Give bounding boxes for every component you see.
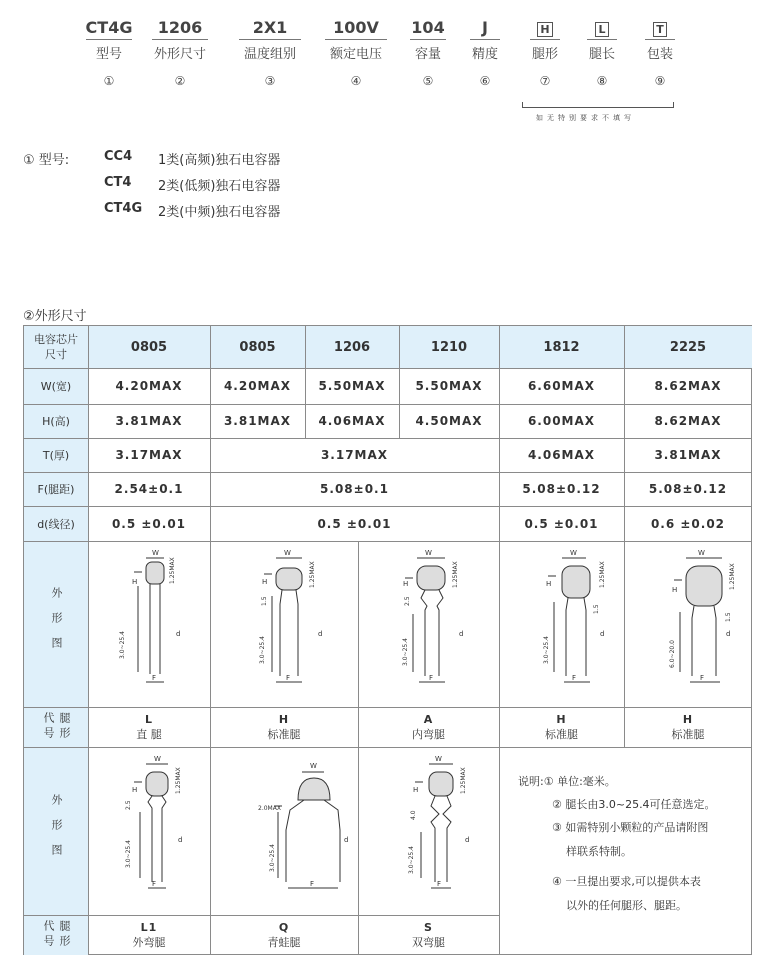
code-underline xyxy=(410,39,446,40)
svg-text:1.25MAX: 1.25MAX xyxy=(729,563,736,590)
code-value-boxed: T xyxy=(653,22,667,37)
width-value: 6.60MAX xyxy=(527,379,596,393)
svg-text:1.25MAX: 1.25MAX xyxy=(169,557,176,584)
legtype-cell xyxy=(358,915,499,955)
svg-text:F: F xyxy=(429,674,434,682)
height-value: 3.81MAX xyxy=(115,414,183,428)
drawing-outer-bend-leg xyxy=(94,750,204,910)
size-header: 1812 xyxy=(499,326,624,368)
svg-text:3.0~25.4: 3.0~25.4 xyxy=(402,638,409,666)
height-value: 4.06MAX xyxy=(318,414,386,428)
grid-line xyxy=(24,472,751,473)
dimension-table xyxy=(23,325,752,955)
legtype-cell xyxy=(499,707,624,747)
width-value: 5.50MAX xyxy=(415,379,483,393)
size-header: 1206 xyxy=(305,326,399,368)
svg-text:d: d xyxy=(178,836,183,844)
size-header: 2225 xyxy=(624,326,752,368)
pitch-value: 5.08±0.12 xyxy=(522,482,601,496)
svg-text:d: d xyxy=(465,836,470,844)
svg-text:d: d xyxy=(344,836,349,844)
legtype-code: H xyxy=(556,713,567,726)
svg-text:F: F xyxy=(152,880,157,888)
code-number: ⑥ xyxy=(479,74,491,88)
grid-line xyxy=(24,915,499,916)
legtype-cell xyxy=(88,915,210,955)
code-label: 精度 xyxy=(471,47,498,62)
legtype-name: 青蛙腿 xyxy=(267,936,301,949)
row-header-thickness: T(厚) xyxy=(24,438,88,472)
legtype-name: 标准腿 xyxy=(267,728,301,741)
optional-bracket xyxy=(522,102,674,108)
svg-text:1.25MAX: 1.25MAX xyxy=(175,767,182,794)
model-desc: 1类(高频)独石电容器 xyxy=(158,153,281,168)
svg-text:W: W xyxy=(154,755,161,763)
svg-text:2.5: 2.5 xyxy=(125,800,132,810)
height-value: 3.81MAX xyxy=(223,414,292,428)
svg-text:2.0MAX: 2.0MAX xyxy=(258,805,281,812)
grid-line xyxy=(624,326,625,747)
code-number: ⑤ xyxy=(422,74,434,88)
height-value: 8.62MAX xyxy=(654,414,722,428)
code-label: 腿长 xyxy=(588,47,615,62)
svg-text:W: W xyxy=(152,549,159,557)
height-value: 4.50MAX xyxy=(415,414,483,428)
code-part-temp xyxy=(239,18,301,88)
svg-text:H: H xyxy=(132,578,138,586)
grid-line xyxy=(24,506,751,507)
legtype-cell xyxy=(88,707,210,747)
grid-line xyxy=(88,326,89,954)
svg-text:F: F xyxy=(437,880,442,888)
svg-text:1.25MAX: 1.25MAX xyxy=(460,767,467,794)
code-underline xyxy=(152,39,208,40)
code-number: ⑧ xyxy=(596,74,608,88)
model-desc: 2类(中频)独石电容器 xyxy=(158,205,281,220)
legtype-name: 直 腿 xyxy=(136,728,162,741)
code-label: 外形尺寸 xyxy=(153,47,206,62)
row-header-outline: 外形图 xyxy=(24,747,88,915)
model-heading: ① 型号: xyxy=(23,153,70,168)
row-header-wire: d(线径) xyxy=(24,506,88,541)
svg-text:F: F xyxy=(700,674,705,682)
drawing-straight-leg xyxy=(94,544,204,704)
code-value: CT4G xyxy=(85,18,133,37)
code-label: 型号 xyxy=(95,47,122,62)
corner-line: 电容芯片 xyxy=(34,333,78,346)
note-line: 样联系特制。 xyxy=(566,845,632,858)
code-value: 1206 xyxy=(157,18,203,37)
code-part-model xyxy=(84,18,134,88)
corner-line: 尺寸 xyxy=(45,348,67,361)
svg-text:W: W xyxy=(284,549,291,557)
code-part-precision xyxy=(467,18,503,88)
legtype-code: L1 xyxy=(140,921,158,934)
grid-line xyxy=(24,368,751,369)
code-part-packing xyxy=(640,18,680,88)
svg-text:d: d xyxy=(318,630,323,638)
legtype-name: 双弯腿 xyxy=(412,936,445,949)
svg-text:4.0: 4.0 xyxy=(410,810,417,820)
svg-text:d: d xyxy=(726,630,731,638)
code-part-capacity xyxy=(408,18,448,88)
drawing-standard-leg-2225 xyxy=(634,544,749,704)
svg-text:1.5: 1.5 xyxy=(261,596,268,606)
legtype-code: S xyxy=(424,921,433,934)
wire-value: 0.6 ±0.02 xyxy=(650,516,726,531)
code-underline xyxy=(645,39,675,40)
code-underline xyxy=(325,39,387,40)
row-header-legtype: 腿形代号 xyxy=(24,915,88,955)
optional-note: 如无特别要求不填写 xyxy=(536,114,635,122)
grid-line xyxy=(24,438,751,439)
width-value: 5.50MAX xyxy=(318,379,386,393)
svg-text:1.5: 1.5 xyxy=(593,604,600,614)
width-value: 4.20MAX xyxy=(223,379,292,393)
code-label: 容量 xyxy=(414,47,441,62)
legtype-code: H xyxy=(278,713,290,726)
grid-line xyxy=(305,326,306,438)
code-number: ⑨ xyxy=(654,74,666,88)
model-desc: 2类(低频)独石电容器 xyxy=(158,179,281,194)
model-code: CT4G xyxy=(104,201,143,216)
svg-text:1.25MAX: 1.25MAX xyxy=(452,561,459,588)
svg-text:3.0~25.4: 3.0~25.4 xyxy=(259,636,266,664)
drawing-standard-leg xyxy=(224,544,354,704)
pitch-value: 5.08±0.1 xyxy=(320,482,389,496)
svg-text:1.25MAX: 1.25MAX xyxy=(309,561,316,588)
row-header-legtype: 腿形代号 xyxy=(24,707,88,747)
svg-text:F: F xyxy=(310,880,315,888)
code-underline xyxy=(470,39,500,40)
code-label: 腿形 xyxy=(531,47,558,62)
svg-text:W: W xyxy=(570,549,577,557)
note-line: 说明:① 单位:毫米。 xyxy=(518,775,616,788)
code-value-boxed: H xyxy=(537,22,552,37)
grid-line xyxy=(24,747,751,748)
width-value: 8.62MAX xyxy=(654,379,722,393)
svg-text:H: H xyxy=(262,578,268,586)
svg-text:F: F xyxy=(572,674,577,682)
code-value-boxed: L xyxy=(595,22,608,37)
drawing-standard-leg-1812 xyxy=(504,544,624,704)
legtype-cell xyxy=(624,707,752,747)
code-value: J xyxy=(482,18,488,37)
code-number: ① xyxy=(103,74,115,88)
svg-text:W: W xyxy=(425,549,432,557)
legtype-name: 内弯腿 xyxy=(412,728,445,741)
grid-line xyxy=(24,404,751,405)
svg-text:W: W xyxy=(435,755,442,763)
width-value: 4.20MAX xyxy=(115,379,183,393)
note-line: ② 腿长由3.0~25.4可任意选定。 xyxy=(552,798,716,811)
svg-text:W: W xyxy=(698,549,705,557)
pitch-value: 2.54±0.1 xyxy=(114,482,184,496)
code-value: 2X1 xyxy=(252,18,288,37)
legtype-cell xyxy=(210,915,358,955)
svg-text:3.0~25.4: 3.0~25.4 xyxy=(408,846,415,874)
code-value: 104 xyxy=(411,18,445,37)
size-header: 1210 xyxy=(399,326,499,368)
drawing-frog-leg xyxy=(224,750,354,910)
code-value: 100V xyxy=(333,18,379,37)
legtype-name: 外弯腿 xyxy=(132,936,166,949)
svg-text:H: H xyxy=(413,786,419,794)
legtype-name: 标准腿 xyxy=(671,728,705,741)
code-number: ③ xyxy=(264,74,276,88)
legtype-code: L xyxy=(144,713,153,726)
wire-value: 0.5 ±0.01 xyxy=(111,516,187,531)
thickness-value: 4.06MAX xyxy=(527,448,596,462)
code-underline xyxy=(239,39,301,40)
legtype-name: 标准腿 xyxy=(545,728,578,741)
grid-line xyxy=(499,326,500,954)
code-underline xyxy=(587,39,617,40)
wire-value: 0.5 ±0.01 xyxy=(317,516,392,531)
note-line: ④ 一旦提出要求,可以提供本表 xyxy=(552,875,701,888)
code-number: ⑦ xyxy=(539,74,551,88)
svg-text:1.5: 1.5 xyxy=(725,612,732,622)
grid-line xyxy=(210,326,211,954)
legtype-cell xyxy=(358,707,499,747)
legtype-cell xyxy=(210,707,358,747)
size-header: 0805 xyxy=(88,326,210,368)
note-line: 以外的任何腿形、腿距。 xyxy=(566,899,687,912)
svg-text:d: d xyxy=(600,630,605,638)
thickness-value: 3.81MAX xyxy=(654,448,722,462)
code-part-legshape xyxy=(525,18,565,88)
grid-line xyxy=(24,541,751,542)
svg-text:H: H xyxy=(546,580,552,588)
drawing-inner-bend-leg xyxy=(369,544,494,704)
model-code: CT4 xyxy=(104,175,132,190)
svg-text:H: H xyxy=(403,580,409,588)
size-header: 0805 xyxy=(210,326,305,368)
svg-text:H: H xyxy=(672,586,678,594)
svg-text:F: F xyxy=(286,674,291,682)
code-underline xyxy=(530,39,560,40)
row-header-pitch: F(腿距) xyxy=(24,472,88,506)
note-line: ③ 如需特别小颗粒的产品请附图 xyxy=(552,821,709,834)
drawing-double-bend-leg xyxy=(369,750,494,910)
code-part-voltage xyxy=(325,18,387,88)
svg-text:d: d xyxy=(459,630,464,638)
code-part-leglength xyxy=(582,18,622,88)
svg-text:H: H xyxy=(132,786,138,794)
grid-line xyxy=(399,326,400,438)
code-label: 额定电压 xyxy=(329,47,382,62)
row-header-outline: 外形图 xyxy=(24,541,88,707)
model-code: CC4 xyxy=(104,149,133,164)
svg-text:F: F xyxy=(152,674,157,682)
thickness-value: 3.17MAX xyxy=(320,448,389,462)
legtype-code: H xyxy=(682,713,694,726)
code-label: 包装 xyxy=(646,47,673,62)
svg-text:6.0~20.0: 6.0~20.0 xyxy=(669,640,676,668)
pitch-value: 5.08±0.12 xyxy=(648,482,728,496)
code-number: ② xyxy=(174,74,186,88)
grid-line xyxy=(24,707,751,708)
section-title-dimensions: ②外形尺寸 xyxy=(23,309,87,324)
thickness-value: 3.17MAX xyxy=(115,448,183,462)
legtype-code: Q xyxy=(278,921,290,934)
svg-text:1.25MAX: 1.25MAX xyxy=(599,561,606,588)
code-underline xyxy=(86,39,132,40)
grid-line xyxy=(358,541,359,954)
code-part-size xyxy=(150,18,210,88)
corner-header xyxy=(24,326,88,368)
svg-text:3.0~25.4: 3.0~25.4 xyxy=(543,636,550,664)
svg-text:d: d xyxy=(176,630,181,638)
legtype-code: A xyxy=(423,713,434,726)
svg-text:2.5: 2.5 xyxy=(404,596,411,606)
wire-value: 0.5 ±0.01 xyxy=(524,516,599,531)
height-value: 6.00MAX xyxy=(527,414,596,428)
svg-text:3.0~25.4: 3.0~25.4 xyxy=(119,631,126,659)
row-header-height: H(高) xyxy=(24,404,88,438)
svg-text:3.0~25.4: 3.0~25.4 xyxy=(125,840,132,868)
code-number: ④ xyxy=(350,74,362,88)
row-header-width: W(宽) xyxy=(24,368,88,404)
code-label: 温度组别 xyxy=(243,47,296,62)
svg-text:3.0~25.4: 3.0~25.4 xyxy=(269,844,276,872)
svg-text:W: W xyxy=(310,762,317,770)
